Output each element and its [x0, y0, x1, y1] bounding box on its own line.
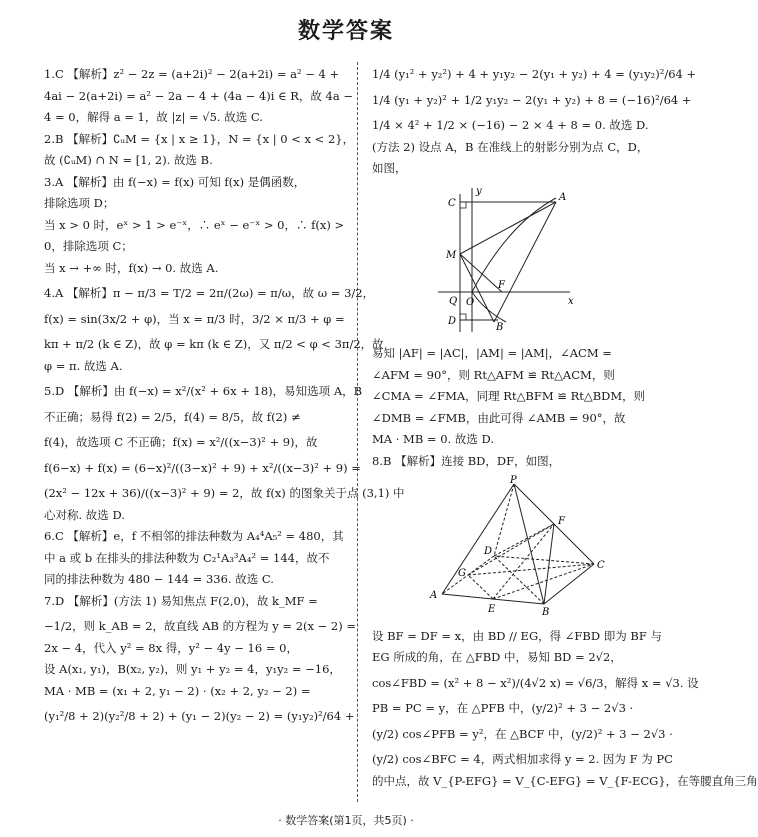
edge-bc — [544, 564, 594, 604]
text-line: 7.D 【解析】(方法 1) 易知焦点 F(2,0)，故 k_MF = — [44, 593, 318, 608]
text-line: (y/2) cos∠PFB = y²，在 △BCF 中，(y/2)² + 3 − 2√3 · — [372, 726, 673, 741]
label-q: Q — [449, 295, 458, 307]
line-df — [494, 524, 554, 556]
text-line: 4ai − 2(a+2i) = a² − 2a − 4 + (4a − 4)i ∈ R，故 4a − — [44, 88, 354, 103]
text-line: 2x − 4，代入 y² = 8x 得，y² − 4y − 16 = 0， — [44, 640, 298, 655]
label-c: C — [597, 560, 605, 571]
text-line: 1/4 × 4² + 1/2 × (−16) − 2 × 4 + 8 = 0. 故选 D. — [372, 118, 649, 132]
line-ef — [493, 524, 554, 599]
line-ec — [493, 564, 594, 599]
label-f: F — [558, 516, 565, 527]
page-title: 数学答案 — [297, 19, 394, 44]
text-line: (y/2) cos∠BFC = 4，两式相加求得 y = 2. 因为 F 为 PC — [372, 752, 673, 766]
text-line: 6.C 【解析】e，f 不相邻的排法种数为 A₄⁴A₅² = 480，其 — [44, 529, 344, 543]
text-line: 3.A 【解析】由 f(−x) = f(x) 可知 f(x) 是偶函数， — [44, 174, 306, 189]
pyramid-figure — [428, 476, 608, 616]
text-line: 同的排法种数为 480 − 144 = 336. 故选 C. — [44, 572, 274, 586]
right-angle-mark — [460, 202, 466, 208]
text-line: 当 x > 0 时，eˣ > 1 > e⁻ˣ，∴ eˣ − e⁻ˣ > 0，∴ f(x) > — [44, 217, 345, 232]
text-line: 的中点，故 V_{P-EFG} = V_{C-EFG} = V_{F-ECG}，在等腰直角三角 — [372, 773, 758, 788]
line-bf — [544, 524, 554, 604]
text-line: 2.B 【解析】∁ᵤM = {x | x ≥ 1}，N = {x | 0 < x < 2}， — [44, 131, 355, 146]
label-o: O — [466, 296, 475, 308]
text-line: EG 所成的角，在 △FBD 中，易知 BD = 2√2， — [372, 650, 622, 664]
text-line: 不正确；易得 f(2) = 2/5，f(4) = 8/5，故 f(2) ≠ — [44, 409, 301, 424]
edge-pd — [494, 484, 514, 556]
label-f: F — [498, 279, 505, 291]
label-x: x — [568, 295, 574, 307]
line-gc — [468, 564, 594, 575]
label-p: P — [510, 475, 517, 486]
text-line: ∠CMA = ∠FMA，同理 Rt△BFM ≌ Rt△BDM，则 — [372, 389, 646, 403]
line-gf — [468, 524, 554, 575]
page-footer: · 数学答案(第1页，共5页) · — [278, 814, 414, 827]
label-e: E — [488, 604, 496, 615]
text-line: PB = PC = y，在 △PFB 中，(y/2)² + 3 − 2√3 · — [372, 701, 634, 715]
text-line: 0，排除选项 C； — [44, 239, 133, 253]
text-line: 1.C 【解析】z² − 2z = (a+2i)² − 2(a+2i) = a² − 4 + — [44, 67, 340, 81]
line-ma — [460, 202, 556, 254]
label-b: B — [496, 321, 504, 333]
text-line: (2x² − 12x + 36)/((x−3)² + 9) = 2，故 f(x) 的图象关于点 (3,1) 中 — [44, 486, 405, 500]
label-m: M — [446, 249, 457, 261]
label-a: A — [430, 590, 438, 601]
edge-cd — [494, 556, 594, 564]
label-b: B — [542, 607, 550, 618]
text-line: f(x) = sin(3x/2 + φ)，当 x = π/3 时，3/2 × π/3 + φ = — [44, 311, 345, 326]
edge-pa — [442, 484, 514, 594]
text-line: 1/4 (y₁² + y₂²) + 4 + y₁y₂ − 2(y₁ + y₂) + 4 = (y₁y₂)²/64 + — [372, 67, 697, 81]
text-line: 4.A 【解析】π − π/3 = T/2 = 2π/(2ω) = π/ω，故 ω = 3/2， — [44, 286, 375, 300]
text-line: φ = π. 故选 A. — [44, 358, 123, 373]
label-d: D — [484, 546, 493, 557]
text-line: (方法 2) 设点 A，B 在准线上的射影分别为点 C，D， — [372, 139, 649, 154]
text-line: 设 BF = DF = x，由 BD // EG，得 ∠FBD 即为 BF 与 — [372, 628, 662, 643]
text-line: 设 A(x₁, y₁)，B(x₂, y₂)，则 y₁ + y₂ = 4，y₁y₂ = −16， — [44, 662, 341, 676]
text-line: 故 (∁ᵤM) ∩ N = [1, 2). 故选 B. — [44, 153, 213, 167]
text-line: 5.D 【解析】由 f(−x) = x²/(x² + 6x + 18)，易知选项 A，B — [44, 384, 363, 398]
line-bd — [494, 556, 544, 604]
text-line: ∠DMB = ∠FMB，由此可得 ∠AMB = 90°，故 — [372, 410, 626, 425]
label-a: A — [559, 191, 567, 203]
line-eg — [468, 575, 493, 599]
text-line: cos∠FBD = (x² + 8 − x²)/(4√2 x) = √6/3，解得 x = √3. 设 — [372, 675, 699, 690]
label-g: G — [458, 568, 466, 579]
label-c: C — [448, 197, 456, 209]
text-line: f(4)，故选项 C 不正确；f(x) = x²/((x−3)² + 9)，故 — [44, 435, 318, 449]
text-line: 心对称. 故选 D. — [44, 507, 125, 522]
text-line: MA · MB = (x₁ + 2, y₁ − 2) · (x₂ + 2, y₂ − 2) = — [44, 683, 311, 698]
text-line: (y₁²/8 + 2)(y₂²/8 + 2) + (y₁ − 2)(y₂ − 2) = (y₁y₂)²/64 + — [44, 709, 355, 723]
text-line: 1/4 (y₁ + y₂)² + 1/2 y₁y₂ − 2(y₁ + y₂) + 8 = (−16)²/64 + — [372, 92, 692, 107]
text-line: 如图， — [372, 161, 407, 175]
right-angle-mark — [460, 314, 466, 320]
text-line: MA · MB = 0. 故选 D. — [372, 432, 494, 446]
text-line: f(6−x) + f(x) = (6−x)²/((3−x)² + 9) + x²/((x−3)² + 9) = — [44, 460, 361, 475]
parabola-figure — [438, 184, 578, 334]
line-mf — [460, 254, 502, 292]
right-column — [372, 64, 758, 792]
text-line: 中 a 或 b 在排头的排法种数为 C₂¹A₃³A₄² = 144，故不 — [44, 550, 330, 565]
text-line: 4 = 0，解得 a = 1，故 |z| = √5. 故选 C. — [44, 110, 263, 124]
text-line: 排除选项 D； — [44, 196, 115, 210]
text-line: kπ + π/2 (k ∈ Z)，故 φ = kπ (k ∈ Z)，又 π/2 < φ < 3π/2，故 — [44, 337, 384, 351]
label-y: y — [476, 185, 482, 197]
column-divider — [357, 62, 358, 802]
edge-pb — [514, 484, 544, 604]
text-line: −1/2，则 k_AB = 2，故直线 AB 的方程为 y = 2(x − 2) = — [44, 619, 357, 633]
text-line: 8.B 【解析】连接 BD，DF，如图， — [372, 453, 561, 468]
text-line: ∠AFM = 90°，则 Rt△AFM ≌ Rt△ACM，则 — [372, 367, 615, 382]
text-line: 易知 |AF| = |AC|，|AM| = |AM|，∠ACM = — [372, 346, 612, 360]
label-d: D — [448, 315, 457, 327]
text-line: 当 x → +∞ 时，f(x) → 0. 故选 A. — [44, 260, 219, 275]
